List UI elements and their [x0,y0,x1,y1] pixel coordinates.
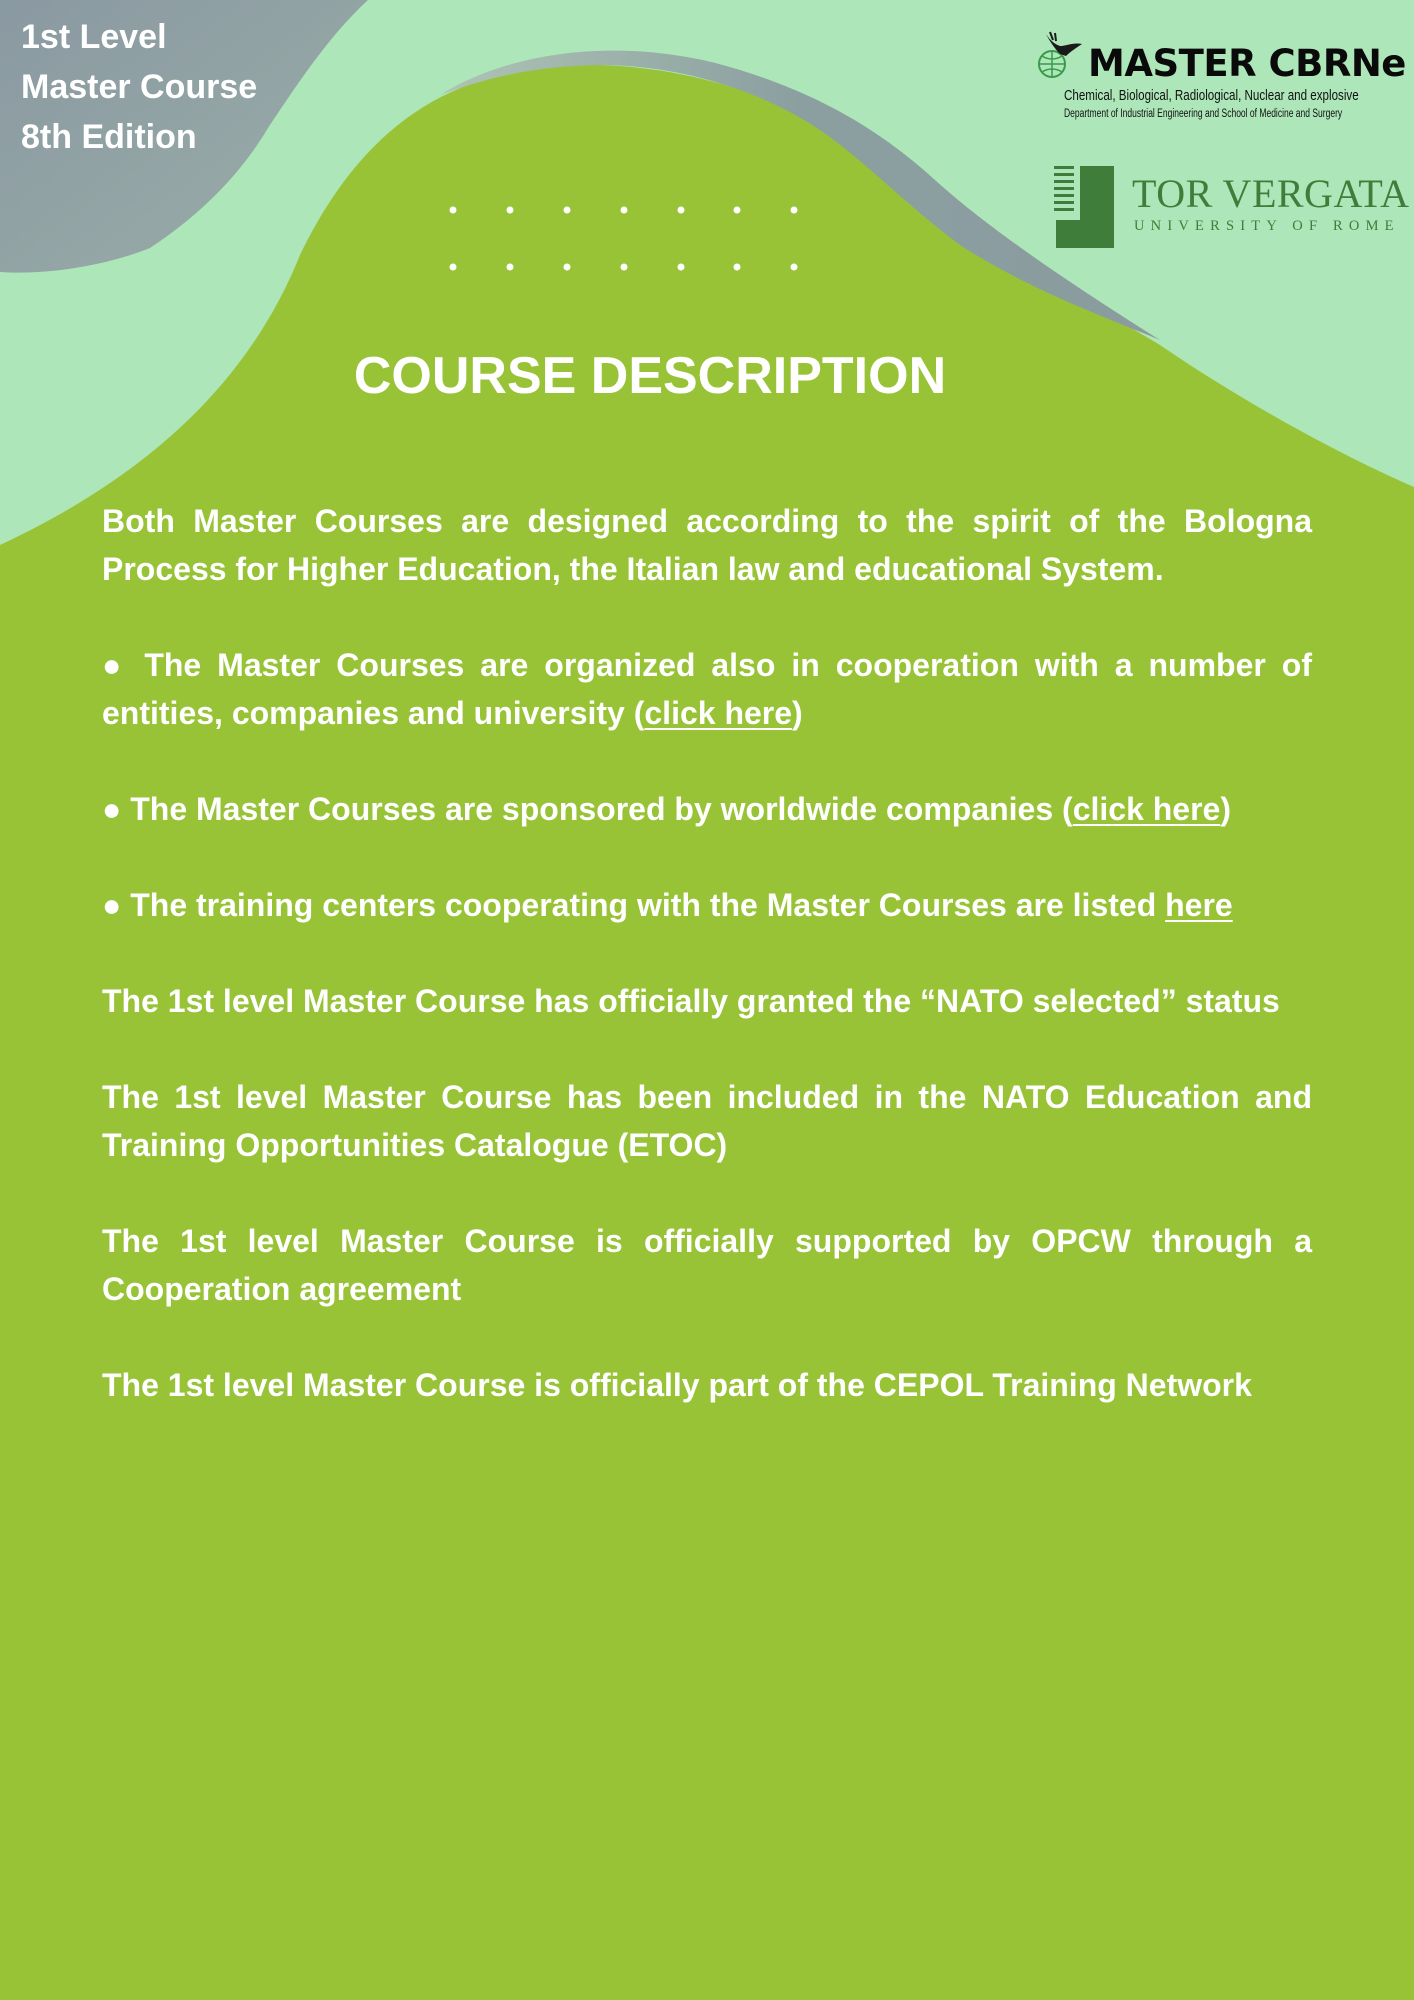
cooperation-text-end: ) [792,695,803,731]
course-description-body [102,497,1312,1457]
cbrne-logo-subtitle: Chemical, Biological, Radiological, Nuclear and explosive [1064,88,1359,104]
tor-vergata-logo [1054,162,1410,252]
edition-number: 8th Edition [21,118,197,156]
training-centers-text: ● The training centers cooperating with the Master Courses are listed [102,887,1166,923]
paragraph-nato-selected: The 1st level Master Course has officially granted the “NATO selected” status [102,983,1280,1019]
sponsors-text: ● The Master Courses are sponsored by worldwide companies ( [102,791,1073,827]
tor-vergata-mark-icon [1054,164,1120,250]
paragraph-training-centers [102,881,1312,929]
cbrne-emblem-icon [1036,30,1084,90]
paragraph-cooperation [102,641,1312,737]
decorative-dots [449,206,799,276]
university-tagline: UNIVERSITY OF ROME [1134,218,1400,234]
cooperation-link[interactable]: click here [644,695,793,731]
cooperation-text: ● The Master Courses are organized also in cooperation with a number of entities, companies and university ( [102,647,1312,731]
paragraph-nato-etoc: The 1st level Master Course has been included in the NATO Education and Training Opportunities Catalogue (ETOC) [102,1079,1312,1163]
paragraph-bologna: Both Master Courses are designed according to the spirit of the Bologna Process for Higher Education, the Italian law and educational System. [102,503,1312,587]
cbrne-logo-department: Department of Industrial Engineering and School of Medicine and Surgery [1064,108,1343,120]
edition-label [21,12,257,162]
cbrne-logo-title: MASTER CBRNe [1088,42,1406,85]
paragraph-opcw: The 1st level Master Course is officially supported by OPCW through a Cooperation agreement [102,1223,1312,1307]
paragraph-cepol: The 1st level Master Course is officially part of the CEPOL Training Network [102,1367,1252,1403]
page-title: COURSE DESCRIPTION [353,347,947,405]
sponsors-link[interactable]: click here [1072,791,1221,827]
edition-course: Master Course [21,68,258,106]
university-name: TOR VERGATA [1132,171,1410,216]
paragraph-sponsors [102,785,1312,833]
sponsors-text-end: ) [1220,791,1231,827]
master-cbrne-logo [1036,30,1406,130]
training-centers-link[interactable]: here [1165,887,1233,923]
edition-level: 1st Level [21,18,167,56]
